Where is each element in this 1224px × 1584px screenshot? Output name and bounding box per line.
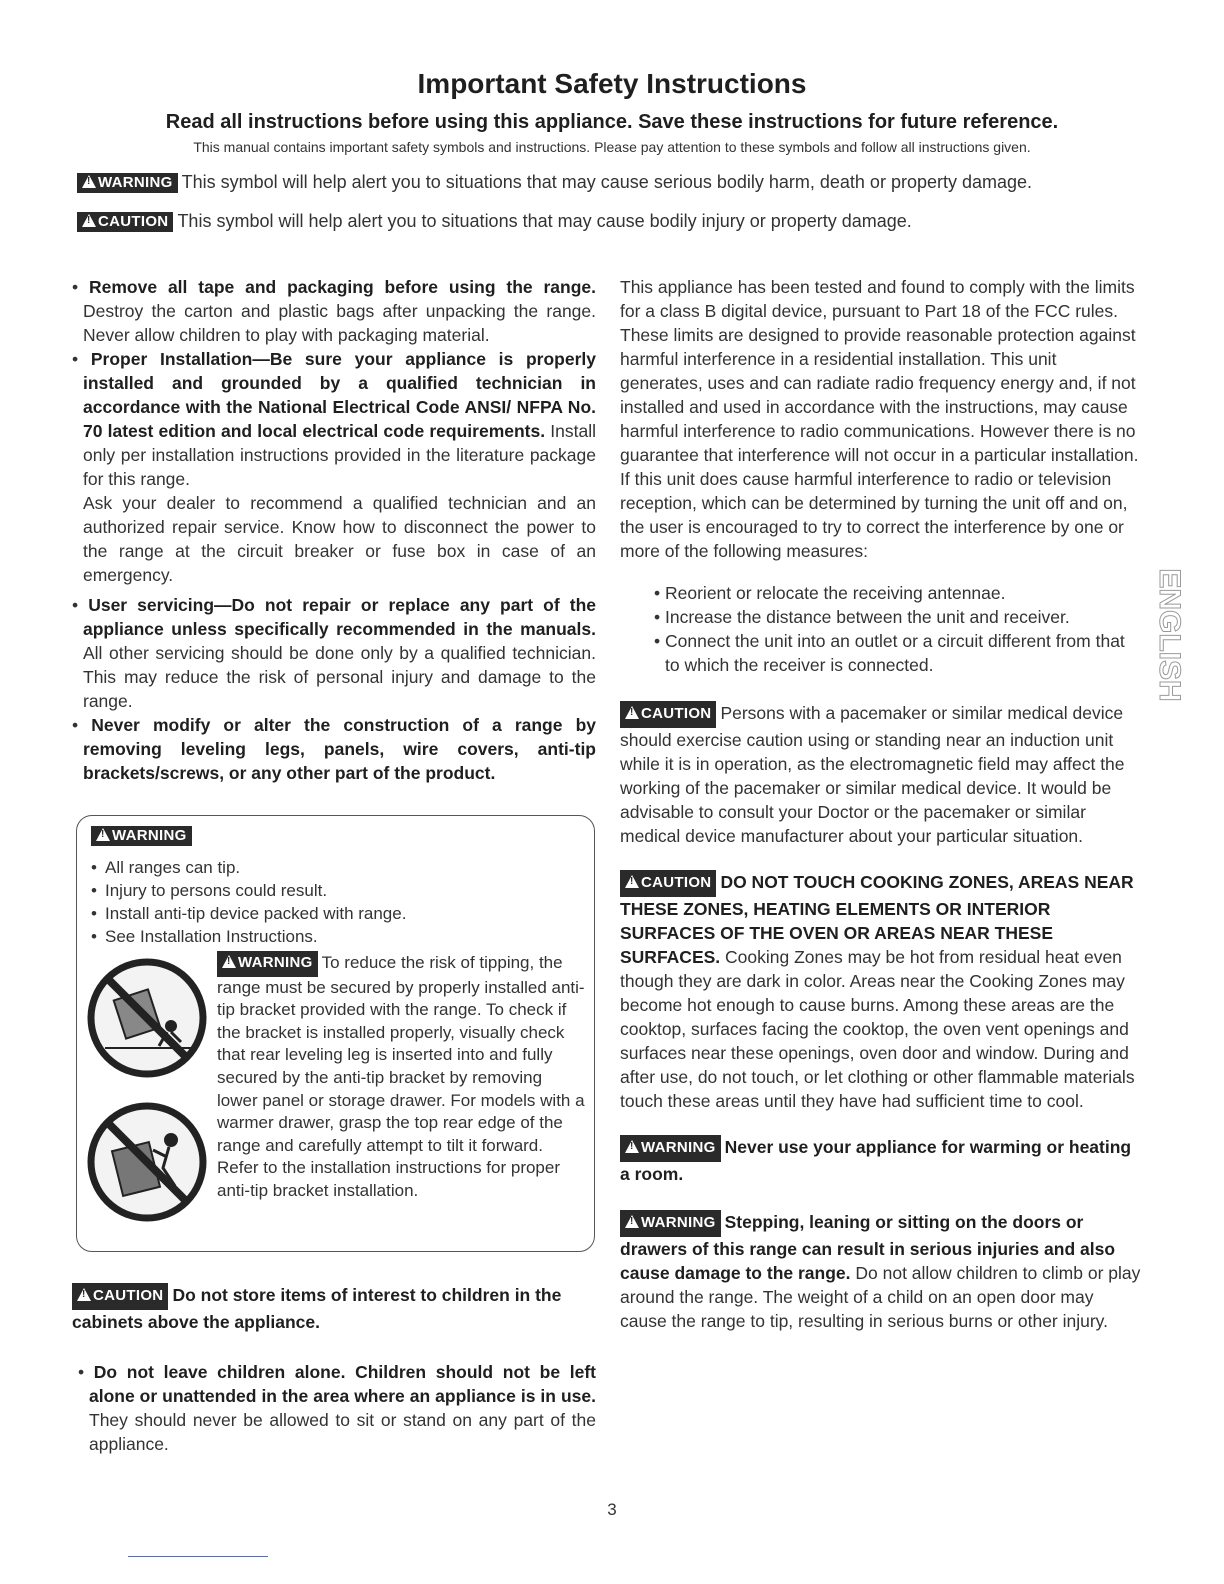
tip-list (91, 856, 406, 948)
warning-badge: !WARNING (620, 1135, 721, 1162)
caution-hot-surfaces: !CAUTION DO NOT TOUCH COOKING ZONES, AREAS NEAR THESE ZONES, HEATING ELEMENTS OR INTERIOR SURFACES OF THE OVEN OR AREAS NEAR THESE SURFACES. Cooking Zones may be hot from residual heat even though they are dark in color. Areas near the Cooking Zones may become hot enough to cause burns. Among these areas are the cooktop, surfaces facing the cooktop, the oven vent openings and surfaces near these openings, oven door and window. During and after use, do not touch, or let clothing or other flammable materials touch these areas until they have had sufficient time to cool. (620, 870, 1142, 1113)
warning-symbol-line (77, 172, 1032, 193)
page-title: Important Safety Instructions (417, 68, 807, 99)
list-item: • Install anti-tip device packed with range. (91, 902, 406, 925)
caution-badge: !CAUTION (77, 212, 173, 232)
warning-triangle-icon (625, 1140, 639, 1153)
caution-pacemaker: !CAUTION Persons with a pacemaker or similar medical device should exercise caution using or standing near an induction unit while it is in operation, as the electromagnetic field may affect the working of the pacemaker or similar medical device. It would be advisable to consult your Doctor or the pacemaker or similar medical device manufacturer about your particular situation. (620, 701, 1142, 848)
warning-triangle-icon (625, 875, 639, 888)
inner-warning-badge: !WARNING (217, 951, 318, 977)
list-item: • Increase the distance between the unit and receiver. (654, 607, 1070, 627)
left-column-bottom (72, 1283, 596, 1456)
caution-badge: !CAUTION (620, 701, 716, 728)
warning-triangle-icon (625, 1215, 639, 1228)
page-number: 3 (607, 1500, 617, 1519)
footer-rule (128, 1556, 268, 1557)
warning-triangle-icon (96, 828, 110, 841)
warning-badge: !WARNING (620, 1210, 721, 1237)
warning-triangle-icon (82, 214, 96, 227)
warning-triangle-icon (625, 706, 639, 719)
caution-symbol-line (77, 211, 912, 232)
fcc-measures (620, 581, 1142, 677)
warning-room-heating: !WARNING Never use your appliance for warming or heating a room. (620, 1135, 1142, 1186)
list-item: • Remove all tape and packaging before using the range. Destroy the carton and plastic bags after unpacking the range. Never allow children to play with packaging material. (72, 277, 596, 345)
page-subtitle: Read all instructions before using this appliance. Save these instructions for future reference. (165, 111, 1059, 133)
warning-doors: !WARNING Stepping, leaning or sitting on the doors or drawers of this range can result in serious injuries and also cause damage to the range. Do not allow children to climb or play around the range. The weight of a child on an open door may cause the range to tip, resulting in serious burns or other injury. (620, 1210, 1142, 1333)
warning-symbol-text: This symbol will help alert you to situations that may cause serious bodily harm, death or property damage. (181, 172, 1033, 192)
tip-hazard-child-illustration (85, 1100, 209, 1224)
warning-triangle-icon (82, 175, 96, 188)
list-item: • User servicing—Do not repair or replace any part of the appliance unless specifically recommended in the manuals. All other servicing should be done only by a qualified technician. This may reduce the risk of personal injury and damage to the range. (72, 595, 596, 711)
warning-triangle-icon (77, 1288, 91, 1301)
tip-hazard-illustration (85, 956, 209, 1080)
paragraph: Ask your dealer to recommend a qualified technician and an authorized repair service. Know how to disconnect the power to the range at the circuit breaker or fuse box in case of an emergency. (83, 493, 596, 585)
tip-instructions: !WARNING To reduce the risk of tipping, the range must be secured by properly installed anti-tip bracket provided with the range. To check if the bracket is installed properly, visually check that rear leveling leg is inserted into and fully secured by the anti-tip bracket by removing lower panel or storage drawer. For models with a warmer drawer, grasp the top rear edge of the range and carefully attempt to tilt it forward. Refer to the installation instructions for proper anti-tip bracket installation. (217, 951, 587, 1203)
left-column (72, 275, 596, 785)
fcc-paragraph: This appliance has been tested and found to comply with the limits for a class B digital device, pursuant to Part 18 of the FCC rules. These limits are designed to provide reasonable protection against harmful interference in a residential installation. This unit generates, uses and can radiate radio frequency energy and, if not installed and used in accordance with the instructions, may cause harmful interference to radio communications. However there is no guarantee that interference will not occur in a particular installation. If this unit does cause harmful interference to radio or television reception, which can be determined by turning the unit off and on, the user is encouraged to try to correct the interference by one or more of the following measures: (620, 277, 1139, 561)
list-item: • See Installation Instructions. (91, 925, 406, 948)
list-item: • Do not leave children alone. Children should not be left alone or unattended in the area where an appliance is in use. They should never be allowed to sit or stand on any part of the appliance. (78, 1362, 596, 1454)
language-label: ENGLISH (1153, 568, 1187, 702)
box-warning-badge: !WARNING (91, 826, 196, 846)
list-item: • Connect the unit into an outlet or a circuit different from that to which the receiver is connected. (654, 631, 1125, 675)
caution-children-cabinets: !CAUTION Do not store items of interest to children in the cabinets above the appliance. (72, 1283, 596, 1334)
tip-warning-box (76, 815, 595, 1252)
warning-triangle-icon (222, 955, 236, 968)
list-item: • Injury to persons could result. (91, 879, 406, 902)
list-item: • All ranges can tip. (91, 856, 406, 879)
list-item: • Never modify or alter the construction of a range by removing leveling legs, panels, wire covers, anti-tip brackets/screws, or any other part of the product. (72, 715, 596, 783)
language-tab (1148, 565, 1188, 705)
list-item: • Reorient or relocate the receiving antennae. (654, 583, 1006, 603)
caution-badge: !CAUTION (620, 870, 716, 897)
intro-text: This manual contains important safety symbols and instructions. Please pay attention to these symbols and follow all instructions given. (193, 139, 1031, 155)
warning-badge: !WARNING (77, 173, 178, 193)
right-column (620, 275, 1142, 1333)
caution-badge: !CAUTION (72, 1283, 168, 1310)
list-item: • Proper Installation—Be sure your appliance is properly installed and grounded by a qualified technician in accordance with the National Electrical Code ANSI/ NFPA No. 70 latest edition and local electrical code requirements. Install only per installation instructions provided in the literature package for this range. (72, 349, 596, 489)
caution-symbol-text: This symbol will help alert you to situations that may cause bodily injury or property damage. (177, 211, 912, 231)
